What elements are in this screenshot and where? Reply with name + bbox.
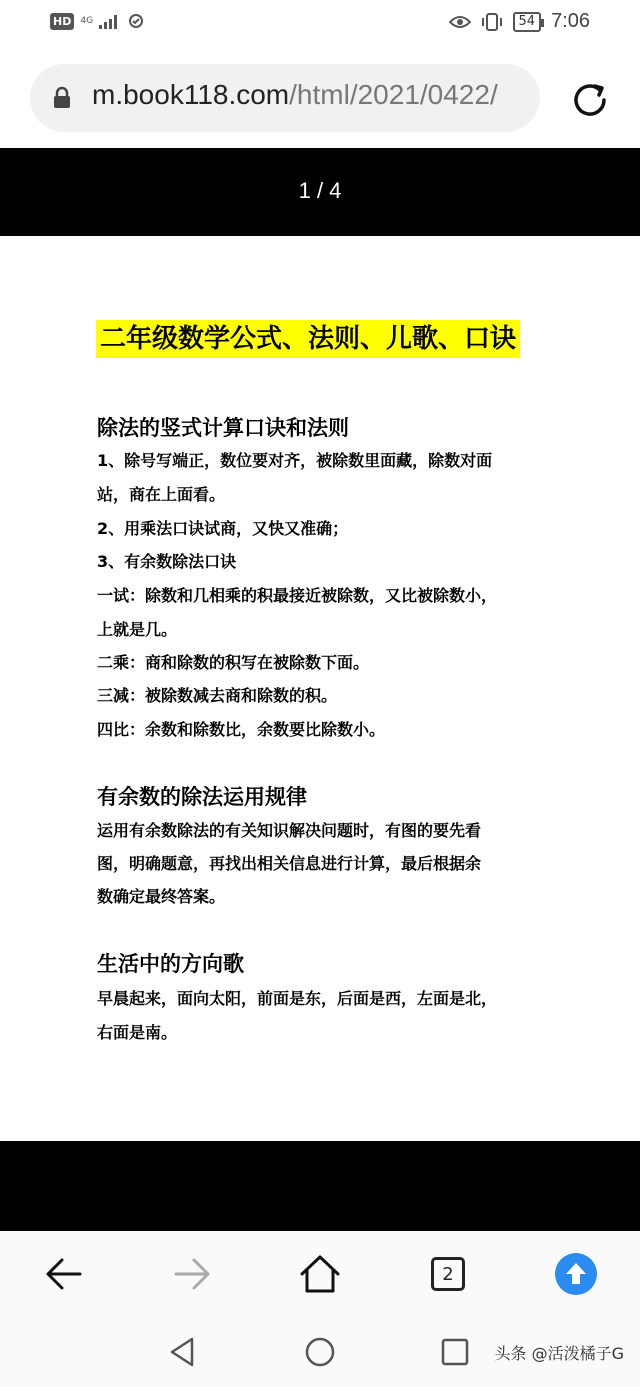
text-line: 上就是几。 — [97, 620, 178, 639]
forward-button[interactable] — [167, 1251, 217, 1297]
home-button[interactable] — [295, 1251, 345, 1297]
section-heading: 有余数的除法运用规律 — [97, 785, 307, 809]
address-bar[interactable] — [30, 64, 540, 132]
section-heading: 生活中的方向歌 — [97, 952, 244, 976]
system-home-icon[interactable] — [303, 1335, 337, 1369]
text-line: 数确定最终答案。 — [97, 887, 226, 906]
text-line: 3、有余数除法口诀 — [97, 552, 237, 571]
system-recents-icon[interactable] — [438, 1335, 472, 1369]
clock: 7:06 — [551, 10, 590, 32]
page-counter: 1 / 4 — [298, 178, 342, 203]
upload-icon — [564, 1261, 588, 1287]
network-type: 4G — [80, 15, 94, 26]
text-line: 2、用乘法口诀试商，又快又准确； — [97, 519, 349, 538]
system-nav-bar — [0, 1317, 640, 1387]
forward-arrow-icon — [172, 1256, 212, 1292]
text-line: 右面是南。 — [97, 1023, 178, 1042]
url-path: /html/2021/0422/ — [289, 79, 498, 110]
upload-button[interactable] — [551, 1251, 601, 1297]
battery-indicator: 54 — [513, 12, 542, 32]
viewer-header — [0, 148, 640, 236]
text-line: 早晨起来，面向太阳，前面是东，后面是西，左面是北， — [97, 989, 498, 1008]
url-text[interactable] — [92, 79, 498, 111]
settings-notification-icon — [127, 12, 145, 30]
browser-toolbar — [0, 1231, 640, 1317]
document-title: 二年级数学公式、法则、儿歌、口诀 — [96, 320, 520, 358]
home-icon — [298, 1254, 342, 1294]
signal-icon — [99, 13, 121, 29]
watermark: 头条 @活泼橘子G — [494, 1344, 624, 1363]
tab-count: 2 — [431, 1257, 465, 1291]
upload-circle — [555, 1253, 597, 1295]
text-line: 图，明确题意，再找出相关信息进行计算，最后根据余 — [97, 854, 482, 873]
status-left — [50, 12, 145, 30]
document-page — [0, 236, 640, 1141]
viewer-footer — [0, 1141, 640, 1231]
text-line: 一试：除数和几相乘的积最接近被除数，又比被除数小， — [97, 586, 498, 605]
text-line: 三减：被除数减去商和除数的积。 — [97, 686, 338, 705]
lock-icon — [52, 86, 72, 110]
status-bar — [0, 0, 640, 48]
back-arrow-icon — [44, 1256, 84, 1292]
eye-icon — [449, 14, 471, 30]
vibrate-icon — [481, 12, 503, 32]
text-line: 四比：余数和除数比，余数要比除数小。 — [97, 720, 386, 739]
hd-badge: HD — [50, 13, 74, 30]
tabs-button[interactable] — [423, 1251, 473, 1297]
url-host: m.book118.com — [92, 79, 290, 110]
text-line: 站，商在上面看。 — [97, 485, 226, 504]
system-back-icon[interactable] — [166, 1335, 200, 1369]
back-button[interactable] — [39, 1251, 89, 1297]
status-right — [449, 10, 590, 33]
text-line: 1、除号写端正，数位要对齐，被除数里面藏，除数对面 — [97, 451, 493, 470]
reload-icon[interactable] — [568, 78, 612, 122]
text-line: 二乘：商和除数的积写在被除数下面。 — [97, 653, 370, 672]
text-line: 运用有余数除法的有关知识解决问题时，有图的要先看 — [97, 821, 482, 840]
section-heading: 除法的竖式计算口诀和法则 — [97, 416, 349, 440]
